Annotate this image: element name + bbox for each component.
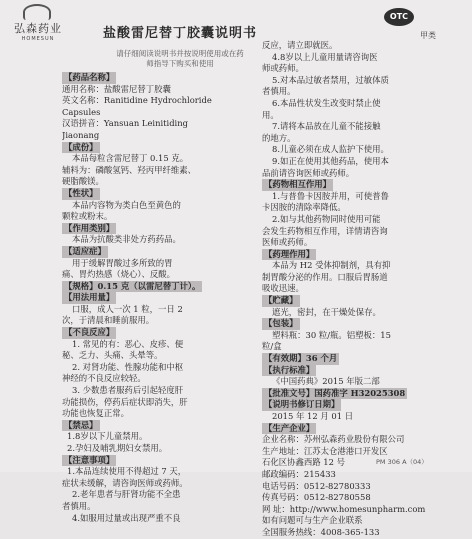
text-line: 汉语拼音：Yansuan Leinitiding [62,118,188,129]
section-heading [262,353,460,365]
text-line: 4.如服用过量或出现严重不良 [72,512,181,523]
section-heading-label: 【贮藏】 [264,295,298,306]
section-heading [262,399,460,411]
text-line: 1.本品连续使用不得超过 7 天， [67,466,187,477]
logo-en-text: HOMESUN [21,36,55,42]
text-line: 制胃酸分泌的作用。口服后胃肠道 [262,271,388,282]
text-line: 品前请咨询医师或药师。 [262,167,355,178]
section-heading-label: 【药物相互作用】 [264,179,331,190]
section-heading [62,281,254,293]
text-line: 企业名称：苏州弘森药业股份有限公司 [262,434,405,445]
section-heading-label: 【说明书修订日期】 [264,399,340,410]
text-line: 1.与普鲁卡因胺并用，可使普鲁 [272,190,389,201]
text-line: 通用名称：盐酸雷尼替丁胶囊 [62,83,171,94]
text-line: 者慎用。 [262,86,296,97]
section-heading [262,179,460,191]
text-line: 者慎用。 [62,500,96,511]
text-line: 塑料瓶：30 粒/瓶。铝塑板：15 [272,329,391,340]
text-line: 反应，请立即就医。 [262,40,338,50]
text-line: 本品为抗酸类非处方药药品。 [72,234,181,245]
text-line: 8.儿童必须在成人监护下使用。 [272,144,389,155]
subtitle-line-1: 请仔细阅读说明书并按说明使用或在药 [116,49,244,58]
section-heading [62,188,254,200]
text-line: 5.对本品过敏者禁用，过敏体质 [272,74,389,85]
section-heading-label: 【生产企业】 [264,422,315,433]
text-line: 用。 [262,109,279,120]
section-heading [62,72,254,84]
section-heading [262,388,460,400]
section-heading [262,249,460,261]
text-line: 痛、胃灼热感（烧心）、反酸。 [62,269,176,280]
text-line: 《中国药典》2015 年版二部 [272,376,380,387]
text-line: 症状未缓解，请咨询医师或药师。 [62,477,188,488]
text-line: 4.8岁以上儿童用量请咨询医 [272,51,378,62]
section-heading [262,365,460,377]
text-line: 遮光，密封，在干燥处保存。 [272,306,381,317]
text-line: 2015 年 12 月 01 日 [272,411,354,421]
section-heading-label: 【执行标准】 [264,364,315,375]
text-line: 6.本品性状发生改变时禁止使 [272,97,381,108]
text-line: 本品为 H2 受体抑制剂，具有抑 [272,260,391,271]
text-line: 如有问题可与生产企业联系 [262,515,363,526]
section-heading-label: 【成份】 [64,141,98,152]
text-line: 医师或药师。 [262,237,313,248]
text-line: 用于缓解胃酸过多所致的胃 [72,257,173,268]
text-line: 邮政编码：215433 [262,468,336,479]
text-line: 功能也恢复正常。 [62,408,129,419]
text-line: 9.如正在使用其他药品，使用本 [272,155,389,166]
section-heading [262,423,460,435]
text-line: 全国服务热线：4008-365-133 [262,526,380,537]
text-line: 1.8岁以下儿童禁用。 [67,431,148,442]
text-line: 电话号码：0512-82780333 [262,480,371,491]
section-heading-label: 【有效期】36 个月 [264,353,338,364]
text-line: 本品每粒含雷尼替丁 0.15 克。 [72,153,189,164]
text-line: 传真号码：0512-82780558 [262,492,371,503]
section-heading-label: 【包装】 [264,318,298,329]
section-heading-label: 【不良反应】 [64,327,115,338]
text-line: 辅料为：磷酸氢钙、羟丙甲纤维素、 [62,164,196,175]
section-heading-label: 【批准文号】国药准字 H32025308 [264,387,406,398]
section-heading [262,318,460,330]
text-line: 英文名称：Ranitidine Hydrochloride [62,95,212,106]
section-heading-label: 【注意事项】 [64,454,115,465]
section-heading [62,455,254,467]
otc-class-label: 甲类 [420,31,436,40]
section-heading [62,292,254,304]
text-line: 网 址：http://www.homesunpharm.com [262,503,426,514]
text-line: 颗粒或粉末。 [62,211,113,222]
section-heading [62,327,254,339]
section-heading-label: 【适应症】 [64,245,106,256]
right-column [262,40,460,539]
text-line: 7.请将本品放在儿童不能接触 [272,121,381,132]
text-line: 2.老年患者与肝肾功能不全患 [72,489,181,500]
section-heading-label: 【作用类别】 [64,222,115,233]
text-line: 会发生药物相互作用，详情请咨询 [262,225,388,236]
section-heading-label: 【药理作用】 [264,248,315,259]
text-line: 石化区协鑫西路 12 号 [262,457,345,468]
subtitle-line-2: 师指导下购买和使用 [146,59,214,68]
text-line: 1. 常见的有：恶心、皮疹、便 [72,338,184,349]
print-code: PM 306 A（04） [376,458,428,466]
section-heading [262,295,460,307]
text-line: 吸收迅速。 [262,283,304,294]
company-logo [12,4,64,42]
document-title: 盐酸雷尼替丁胶囊说明书 [102,26,257,41]
text-line: 师或药师。 [262,63,304,74]
text-line: 神经的不良反应较轻。 [62,373,146,384]
text-line: 口服，成人一次 1 粒，一日 2 [72,303,183,314]
text-line: 卡因胺的清除率降低。 [262,202,346,213]
text-line: 2. 对肾功能、性腺功能和中枢 [72,361,184,372]
section-heading-label: 【禁忌】 [64,419,98,430]
left-column [62,72,254,524]
text-line: 生产地址：江苏太仓港港口开发区 [262,445,388,456]
text-line: 本品内容物为类白色至黄色的 [72,199,181,210]
text-line: 2.孕妇及哺乳期妇女禁用。 [67,443,168,453]
text-line: Capsules [62,106,101,117]
text-line: 次，于清晨和睡前服用。 [62,315,155,326]
text-line: 功能损伤，停药后症状即消失，肝 [62,396,188,407]
section-heading [62,223,254,235]
section-heading-label: 【药品名称】 [64,72,115,82]
text-line: 粒/盒 [262,341,282,352]
section-heading-label: 【用法用量】 [64,292,115,303]
text-line: 硬脂酸镁。 [62,176,104,187]
section-heading [62,246,254,258]
text-line: 3. 少数患者服药后引起轻度肝 [72,385,184,396]
section-heading-label: 【性状】 [64,187,98,198]
otc-badge: OTC [384,8,414,26]
logo-cn-text: 弘森药业 [14,22,62,35]
section-heading-label: 【规格】0.15 克（以雷尼替丁计）。 [64,280,201,291]
text-line: Jiaonang [62,129,100,140]
text-line: 秘、乏力、头痛、头晕等。 [62,350,163,361]
text-line: 2.如与其他药物同时使用可能 [272,213,381,224]
section-heading [62,420,254,432]
section-heading [62,142,254,154]
logo-mark-icon [23,4,51,20]
text-line: 的地方。 [262,132,296,143]
